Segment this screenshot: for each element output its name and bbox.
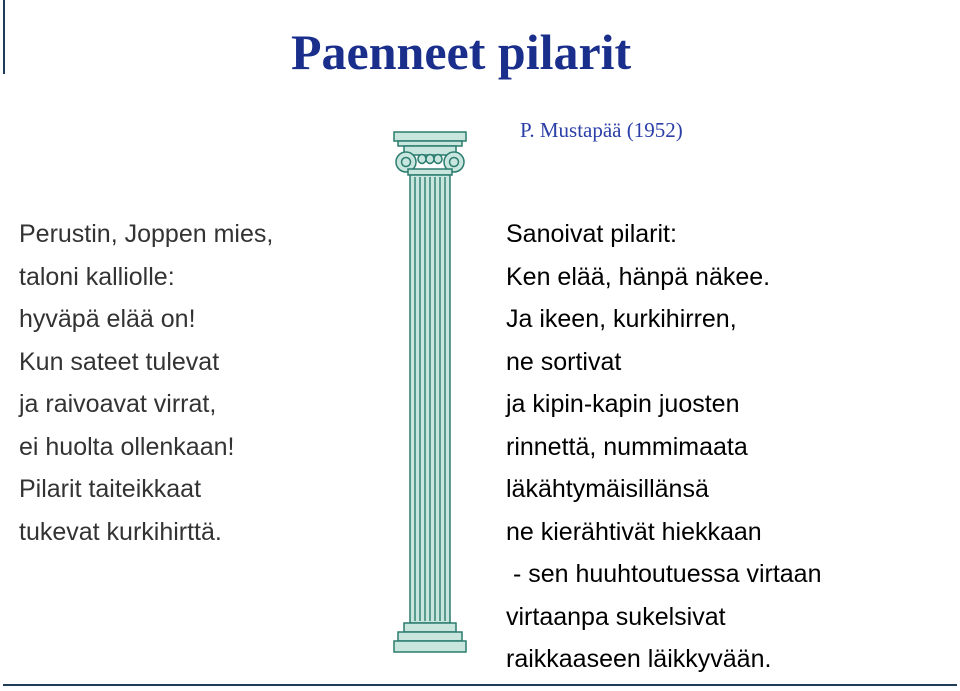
right-stanza (506, 213, 821, 681)
page-title: Paenneet pilarit (291, 24, 632, 80)
right-stanza-line: - sen huuhtoutuessa virtaan (506, 560, 822, 588)
left-stanza-line: taloni kalliolle: (19, 262, 175, 291)
column-ornament-3 (434, 155, 442, 164)
right-stanza-line: ne kierähtivät hiekkaan (506, 517, 762, 546)
author-credit: P. Mustapää (1952) (520, 118, 683, 142)
right-stanza-line: raikkaaseen läikkyvään. (506, 645, 772, 673)
column-base-plinth (398, 632, 462, 641)
column-abacus (394, 132, 466, 141)
frame-left-rule (3, 0, 5, 74)
left-stanza-line: ja raivoavat virrat, (19, 390, 217, 418)
right-stanza-line: läkähtymäisillänsä (506, 475, 709, 503)
left-stanza-line: tukevat kurkihirttä. (19, 517, 222, 546)
frame-bottom-rule (3, 684, 957, 686)
left-stanza-line: Pilarit taiteikkaat (19, 475, 202, 503)
right-stanza-line: ja kipin-kapin juosten (506, 390, 740, 418)
ionic-column-icon (392, 130, 468, 655)
right-stanza-line: rinnettä, nummimaata (506, 432, 748, 461)
column-necking (408, 169, 452, 175)
right-stanza-line: virtaanpa sukelsivat (506, 602, 726, 631)
right-stanza-line: ne sortivat (506, 347, 622, 376)
column-base-step (394, 641, 466, 652)
column-ornament-2 (426, 155, 434, 164)
left-stanza-line: Perustin, Joppen mies, (19, 220, 274, 248)
right-stanza-line: Ken elää, hänpä näkee. (506, 262, 771, 291)
left-stanza-line: ei huolta ollenkaan! (19, 432, 235, 461)
column-base-torus (404, 623, 456, 632)
right-stanza-line: Sanoivat pilarit: (506, 220, 677, 248)
left-stanza-line: hyväpä elää on! (19, 305, 196, 333)
left-stanza-line: Kun sateet tulevat (19, 347, 220, 376)
left-stanza (19, 213, 273, 553)
column-ornament-1 (418, 155, 426, 164)
right-stanza-line: Ja ikeen, kurkihirren, (506, 305, 737, 333)
